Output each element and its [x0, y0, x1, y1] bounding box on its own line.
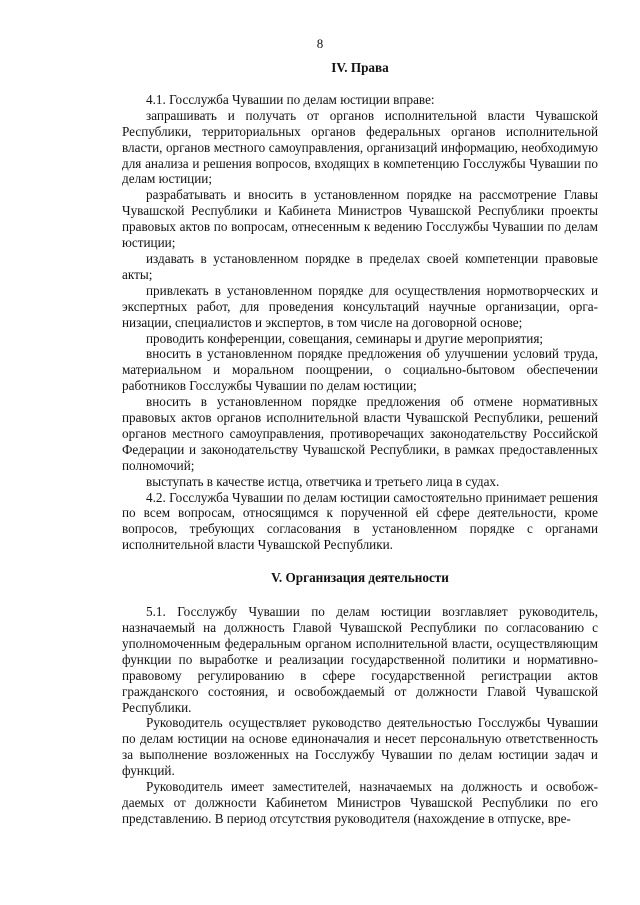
paragraph-4-2: 4.2. Госслужба Чувашии по делам юстиции самостоятельно принимает решения по всем вопросам, относящимся к порученной ей сфере деятельности, кроме вопросов, требующих согласования в установленном порядке с органами исполнительной власти Чувашской Республики. [122, 489, 598, 553]
paragraph-5-1: 5.1. Госслужбу Чувашии по делам юстиции возглавляет руководитель, назначаемый на должность Главой Чувашской Республики по согласованию с уполномоченным федеральным органом исполнительной власти, осуществляющим функции по выработке и реализации государственной политики и нормативно-правовому регулированию в сфере государственной регистрации актов гражданского состояния, и освобождаемый от должности Главой Чувашской Республики. [122, 604, 598, 715]
paragraph-4-1: 4.1. Госслужба Чувашии по делам юстиции вправе: [146, 91, 435, 107]
right-request-information: запрашивать и получать от органов исполнительной власти Чувашской Республики, территориальных органов федеральных органов исполнительной власти, органов местного самоуправления, организаций информацию, необходимую для анализа и решения вопросов, входящих в компетенцию Госслужбы Чувашии по делам юстиции; [122, 107, 598, 187]
right-engage-experts: привлекать в установленном порядке для осуществления нормотворческих и экспертных работ, для проведения консультаций научные организации, организации, специалистов и экспертов, в том числе на договорной основе; [122, 282, 598, 330]
section-5-heading: V. Организация деятельности [271, 570, 449, 586]
right-issue-legal-acts: издавать в установленном порядке в пределах своей компетенции правовые акты; [122, 250, 598, 282]
paragraph-head-responsibility: Руководитель осуществляет руководство деятельностью Госслужбы Чувашии по делам юстиции на основе единоначалия и несет персональную ответственность за выполнение возложенных на Госслужбу Чувашии по делам юстиции задач и функций. [122, 715, 598, 779]
right-draft-legal-acts: разрабатывать и вносить в установленном порядке на рассмотрение Главы Чувашской Республики и Кабинета Министров Чувашской Республики проекты правовых актов по вопросам, отнесенным к ведению Госслужбы Чувашии по делам юстиции; [122, 187, 598, 251]
page-body [122, 60, 598, 827]
page-number: 8 [316, 36, 324, 51]
right-propose-improvements: вносить в установленном порядке предложения об улучшении условий труда, материальном и моральном поощрении, о социально-бытовом обеспечении работников Госслужбы Чувашии по делам юстиции; [122, 346, 598, 394]
section-4-heading: IV. Права [331, 60, 389, 75]
right-hold-conferences: проводить конференции, совещания, семинары и другие мероприятия; [146, 330, 544, 346]
right-court-party: выступать в качестве истца, ответчика и третьего лица в судах. [146, 473, 500, 489]
paragraph-deputies: Руководитель имеет заместителей, назначаемых на должность и освобождаемых от должности Кабинетом Министров Чувашской Республики по его представлению. В период отсутствия руководителя (нахождение в отпуске, вре- [122, 779, 598, 826]
right-propose-repeal: вносить в установленном порядке предложения об отмене нормативных правовых актов органов исполнительной власти Чувашской Республики, решений органов местного самоуправления, противоречащих законодательству Российской Федерации и законодательству Чувашской Республики, в рамках предоставленных полномочий; [122, 394, 598, 473]
